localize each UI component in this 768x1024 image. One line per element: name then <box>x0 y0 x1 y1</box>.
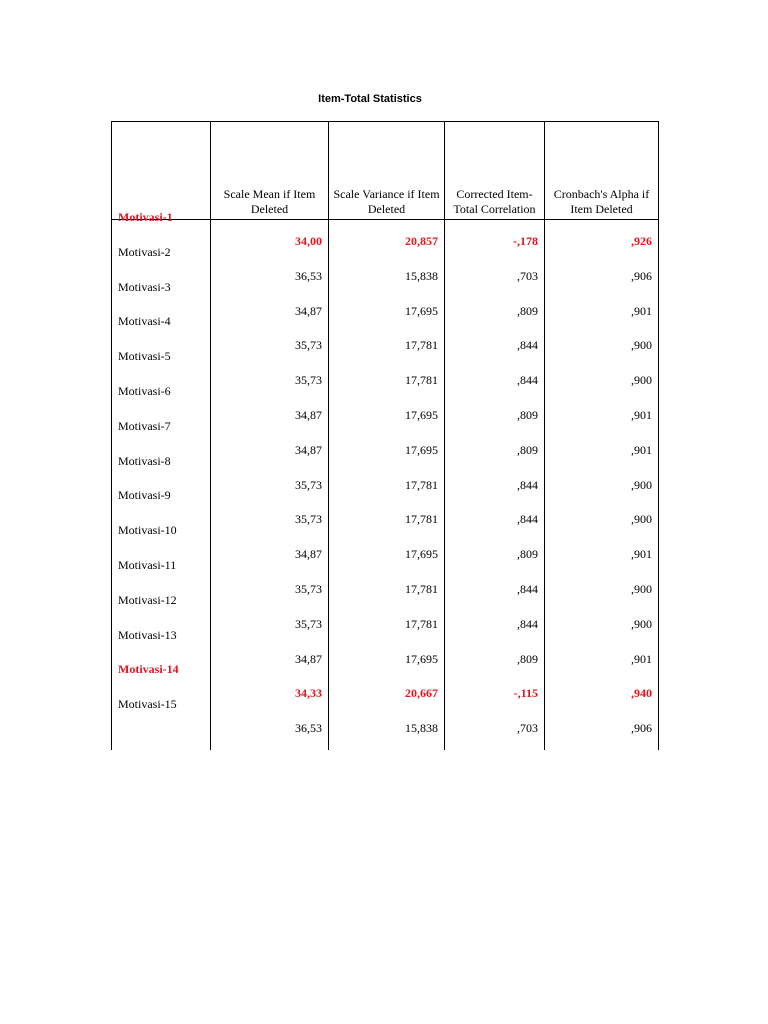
alpha-value: ,901 <box>631 651 652 666</box>
alpha-value: ,900 <box>631 581 652 596</box>
alpha-value: ,901 <box>631 303 652 318</box>
correlation-value: ,703 <box>517 268 538 283</box>
item-total-statistics-table <box>111 121 659 750</box>
mean-value: 35,73 <box>295 477 322 492</box>
correlation-value: ,844 <box>517 581 538 596</box>
header-scale-variance: Scale Variance if Item Deleted <box>329 122 445 220</box>
variance-value: 15,838 <box>405 721 438 736</box>
alpha-value-list <box>545 220 658 742</box>
row-label: Motivasi-3 <box>118 279 171 294</box>
alpha-value: ,900 <box>631 477 652 492</box>
alpha-value: ,901 <box>631 442 652 457</box>
alpha-value: ,900 <box>631 616 652 631</box>
row-label: Motivasi-5 <box>118 349 171 364</box>
alpha-value: ,906 <box>631 721 652 736</box>
header-cronbach-alpha: Cronbach's Alpha if Item Deleted <box>545 122 659 220</box>
correlation-value: ,809 <box>517 442 538 457</box>
mean-value: 35,73 <box>295 512 322 527</box>
alpha-value: ,900 <box>631 512 652 527</box>
correlation-value: ,703 <box>517 721 538 736</box>
row-label: Motivasi-4 <box>118 314 171 329</box>
mean-column <box>211 220 329 750</box>
alpha-value: ,926 <box>631 234 652 248</box>
variance-value: 17,781 <box>405 616 438 631</box>
correlation-value: ,809 <box>517 651 538 666</box>
correlation-value-list <box>445 220 544 742</box>
alpha-value: ,901 <box>631 547 652 562</box>
table-title: Item-Total Statistics <box>318 93 422 105</box>
correlation-value: ,844 <box>517 338 538 353</box>
header-corrected-correlation: Corrected Item-Total Correlation <box>445 122 545 220</box>
mean-value: 34,87 <box>295 442 322 457</box>
mean-value: 35,73 <box>295 581 322 596</box>
row-label: Motivasi-2 <box>118 244 171 259</box>
mean-value: 34,87 <box>295 303 322 318</box>
alpha-value: ,906 <box>631 268 652 283</box>
mean-value-list <box>211 220 328 742</box>
correlation-value: ,809 <box>517 547 538 562</box>
variance-value: 20,667 <box>405 686 438 701</box>
alpha-value: ,901 <box>631 407 652 422</box>
alpha-value: ,900 <box>631 338 652 353</box>
header-corner <box>112 122 211 220</box>
variance-value: 17,781 <box>405 581 438 596</box>
row-label: Motivasi-7 <box>118 418 171 433</box>
body-row <box>112 220 659 750</box>
row-label: Motivasi-14 <box>118 662 179 677</box>
mean-value: 35,73 <box>295 373 322 388</box>
correlation-value: ,844 <box>517 512 538 527</box>
variance-value: 17,695 <box>405 547 438 562</box>
alpha-value: ,900 <box>631 373 652 388</box>
row-label-column <box>112 210 211 750</box>
correlation-value: ,809 <box>517 407 538 422</box>
variance-value: 17,695 <box>405 407 438 422</box>
correlation-value: ,844 <box>517 616 538 631</box>
row-label-list <box>112 210 210 732</box>
alpha-column <box>545 220 659 750</box>
variance-value: 17,695 <box>405 651 438 666</box>
variance-value: 17,781 <box>405 477 438 492</box>
variance-column <box>329 220 445 750</box>
header-scale-mean: Scale Mean if Item Deleted <box>211 122 329 220</box>
mean-value: 34,33 <box>295 686 322 701</box>
header-row <box>112 122 659 220</box>
row-label: Motivasi-9 <box>118 488 171 503</box>
row-label: Motivasi-8 <box>118 453 171 468</box>
row-label: Motivasi-11 <box>118 557 177 572</box>
correlation-value: ,809 <box>517 303 538 318</box>
variance-value: 17,695 <box>405 303 438 318</box>
correlation-column <box>445 220 545 750</box>
variance-value: 17,781 <box>405 373 438 388</box>
correlation-value: -,115 <box>513 686 538 701</box>
mean-value: 36,53 <box>295 721 322 736</box>
correlation-value: ,844 <box>517 477 538 492</box>
row-label: Motivasi-6 <box>118 383 171 398</box>
mean-value: 35,73 <box>295 338 322 353</box>
mean-value: 34,87 <box>295 651 322 666</box>
variance-value: 20,857 <box>405 234 438 248</box>
mean-value: 36,53 <box>295 268 322 283</box>
variance-value: 17,695 <box>405 442 438 457</box>
variance-value-list <box>329 220 444 742</box>
variance-value: 17,781 <box>405 338 438 353</box>
row-label: Motivasi-1 <box>118 210 173 224</box>
mean-value: 35,73 <box>295 616 322 631</box>
mean-value: 34,00 <box>295 234 322 248</box>
correlation-value: -,178 <box>513 234 538 248</box>
row-label: Motivasi-12 <box>118 592 177 607</box>
variance-value: 15,838 <box>405 268 438 283</box>
mean-value: 34,87 <box>295 407 322 422</box>
alpha-value: ,940 <box>631 686 652 701</box>
correlation-value: ,844 <box>517 373 538 388</box>
row-label: Motivasi-13 <box>118 627 177 642</box>
variance-value: 17,781 <box>405 512 438 527</box>
row-label: Motivasi-10 <box>118 523 177 538</box>
mean-value: 34,87 <box>295 547 322 562</box>
row-label: Motivasi-15 <box>118 697 177 712</box>
